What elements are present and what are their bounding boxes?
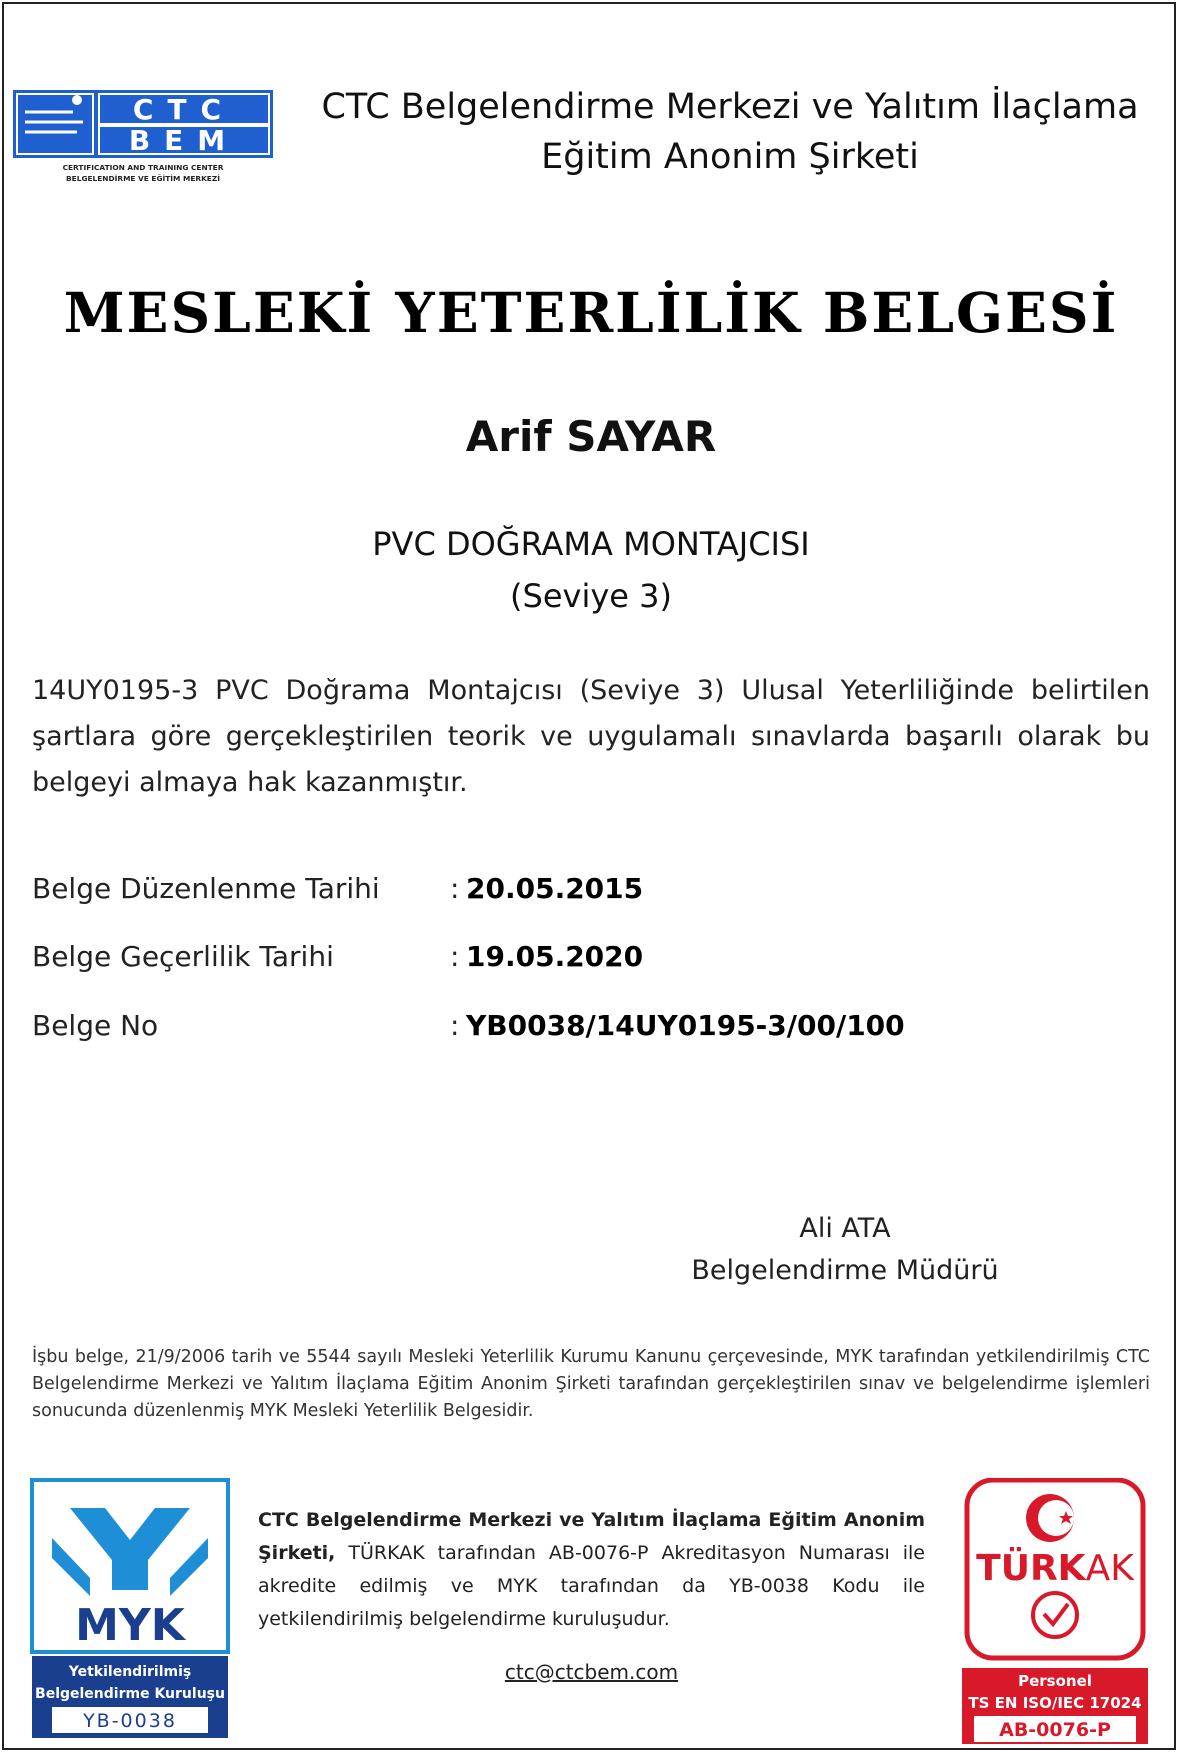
accreditation-text: [258, 1504, 925, 1636]
svg-text:BEM: BEM: [128, 124, 240, 157]
issue-date-label: Belge Düzenlenme Tarihi: [32, 872, 380, 905]
signatory-block: [640, 1208, 1050, 1292]
ctc-bem-logo: [13, 90, 273, 185]
company-header: [300, 82, 1160, 182]
svg-text:MYK: MYK: [75, 1600, 185, 1651]
certificate-holder-name: Arif SAYAR: [465, 412, 717, 461]
svg-text:AB-0076-P: AB-0076-P: [999, 1719, 1111, 1741]
legal-note: İşbu belge, 21/9/2006 tarih ve 5544 sayılı Mesleki Yeterlilik Kurumu Kanunu çerçevesinde, MYK tarafından yetkilendirilmiş CTC Belgelendirme Merkezi ve Yalıtım İlaçlama Eğitim Anonim Şirketi tarafından gerçekleştirilen sınav ve belgelendirme işlemleri sonucunda düzenlenmiş MYK Mesleki Yeterlilik Belgesidir.: [32, 1347, 1150, 1421]
svg-text:TÜRKAK: TÜRKAK: [976, 1548, 1134, 1589]
accreditation-details: TÜRKAK tarafından AB-0076-P Akreditasyon Numarası ile akredite edilmiş ve MYK tarafından da YB-0038 Kodu ile yetkilendirilmiş belgelendirme kuruluşudur.: [258, 1542, 925, 1630]
svg-text:CTC: CTC: [132, 93, 236, 126]
accreditation-company-name: CTC Belgelendirme Merkezi ve Yalıtım İlaçlama Eğitim Anonim Şirketi,: [258, 1509, 925, 1564]
validity-date-label: Belge Geçerlilik Tarihi: [32, 940, 334, 973]
signatory-name: Ali ATA: [799, 1213, 891, 1244]
svg-text:CERTIFICATION AND TRAINING CEN: CERTIFICATION AND TRAINING CENTER: [62, 163, 224, 172]
qualification-block: [0, 518, 1182, 622]
certificate-number-label: Belge No: [32, 1009, 159, 1042]
contact-email-link[interactable]: ctc@ctcbem.com: [504, 1660, 679, 1684]
certificate-number-value: YB0038/14UY0195-3/00/100: [466, 1009, 905, 1042]
svg-text:Personel: Personel: [1018, 1672, 1092, 1690]
svg-text:BELGELENDİRME VE EĞİTİM MERKEZ: BELGELENDİRME VE EĞİTİM MERKEZİ: [66, 174, 220, 183]
qualification-name: PVC DOĞRAMA MONTAJCISI: [372, 525, 810, 563]
validity-date-value: 19.05.2020: [466, 940, 644, 973]
certificate-statement: 14UY0195-3 PVC Doğrama Montajcısı (Seviye 3) Ulusal Yeterliliğinde belirtilen şartlara göre gerçekleştirilen teorik ve uygulamalı sınavlarda başarılı olarak bu belgeyi almaya hak kazanmıştır.: [32, 675, 1150, 798]
certificate-number-row: [32, 1009, 1150, 1053]
signatory-role: Belgelendirme Müdürü: [691, 1255, 999, 1286]
company-name-line2: Eğitim Anonim Şirketi: [541, 137, 919, 177]
issue-date-value: 20.05.2015: [466, 872, 644, 905]
document-title: MESLEKİ YETERLİLİK BELGESİ: [63, 280, 1119, 345]
myk-logo: [30, 1478, 230, 1740]
svg-text:Yetkilendirilmiş: Yetkilendirilmiş: [68, 1664, 192, 1680]
separator: :: [450, 1009, 460, 1042]
validity-date-row: [32, 940, 1150, 984]
svg-text:TS EN ISO/IEC 17024: TS EN ISO/IEC 17024: [968, 1694, 1142, 1712]
turkak-logo: [962, 1478, 1148, 1746]
issue-date-row: [32, 872, 1150, 916]
qualification-level: (Seviye 3): [510, 577, 672, 615]
separator: :: [450, 872, 460, 905]
company-name-line1: CTC Belgelendirme Merkezi ve Yalıtım İlaçlama: [321, 87, 1139, 127]
svg-text:YB-0038: YB-0038: [83, 1710, 177, 1732]
separator: :: [450, 940, 460, 973]
svg-text:Belgelendirme Kuruluşu: Belgelendirme Kuruluşu: [35, 1686, 225, 1702]
